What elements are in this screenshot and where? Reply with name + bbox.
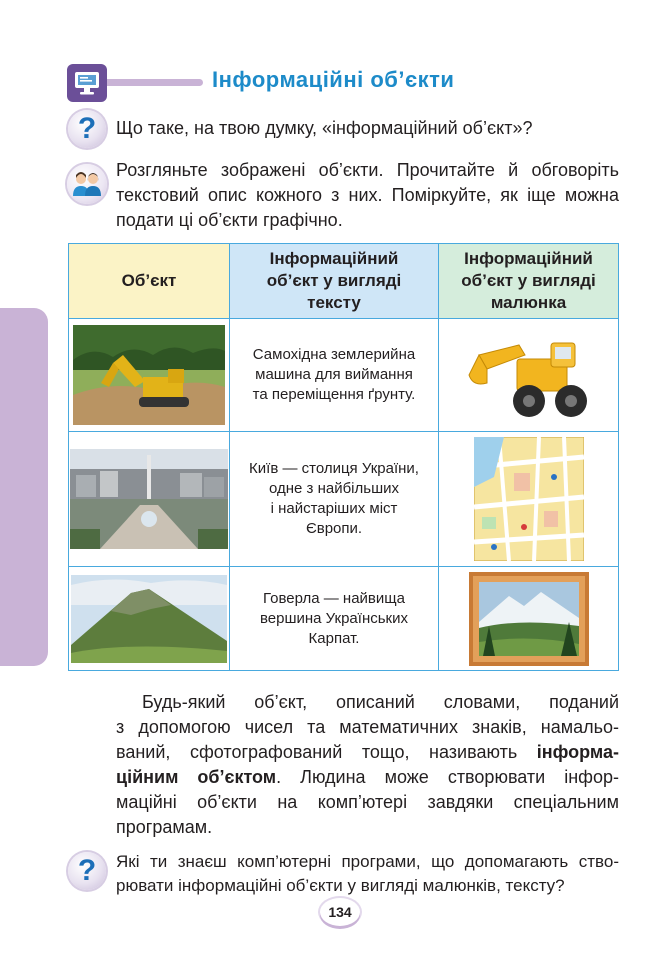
people-icon	[67, 164, 107, 204]
excavator-drawing	[439, 319, 619, 432]
side-tab	[0, 308, 48, 666]
page-number: 134	[320, 898, 360, 926]
table-row	[69, 319, 619, 432]
hoverla-description: Говерла — найвища вершина Українських Карпат.	[230, 567, 439, 671]
table-row	[69, 567, 619, 671]
paragraph-line-6: програмам.	[116, 817, 213, 837]
section-title: Інформаційні об’єкти	[212, 67, 455, 92]
computer-monitor-icon	[67, 64, 107, 102]
excavator-description: Самохідна землерийна машина для виймання та переміщення ґрунту.	[230, 319, 439, 432]
header-bar	[107, 79, 203, 86]
header-text-object: Інформаційний об’єкт у вигляді тексту	[230, 244, 439, 319]
kyiv-photo	[69, 432, 230, 567]
question2-line-2: рювати інформаційні об’єкти у вигляді малюнків, тексту?	[116, 876, 565, 895]
objects-table	[68, 243, 619, 671]
kyiv-map	[439, 432, 619, 567]
header-object: Об’єкт	[69, 244, 230, 319]
paragraph-line-2: з допомогою чисел та математичних знаків, намальо-	[116, 717, 619, 737]
header-picture-object: Інформаційний об’єкт у вигляді малюнка	[439, 244, 619, 319]
question-icon: ?	[68, 852, 106, 890]
excavator-photo	[69, 319, 230, 432]
task-line-2: текстовий опис кожного з них. Поміркуйте, як іще можна	[116, 185, 619, 205]
hoverla-photo	[69, 567, 230, 671]
table-header-row	[69, 244, 619, 319]
task-line-1: Розгляньте зображені об’єкти. Прочитайте й обговоріть	[116, 160, 619, 180]
paragraph-line-3: ваний, сфотографований тощо, називають інформа-	[116, 742, 619, 762]
hoverla-painting	[439, 567, 619, 671]
paragraph-line-1: Будь-який об’єкт, описаний словами, поданий	[142, 692, 619, 712]
table-row	[69, 432, 619, 567]
kyiv-description: Київ — столиця України, одне з найбільших і найстаріших міст Європи.	[230, 432, 439, 567]
paragraph-line-4: ційним об’єктом. Людина може створювати інфор-	[116, 767, 619, 787]
question-icon: ?	[68, 110, 106, 148]
question2-line-1: Які ти знаєш комп’ютерні програми, що допомагають ство-	[116, 852, 619, 871]
question-text: Що таке, на твою думку, «інформаційний об’єкт»?	[116, 118, 533, 138]
paragraph-line-5: маційні об’єкти на комп’ютері завдяки спеціальним	[116, 792, 619, 812]
task-line-3: подати ці об’єкти графічно.	[116, 210, 343, 230]
